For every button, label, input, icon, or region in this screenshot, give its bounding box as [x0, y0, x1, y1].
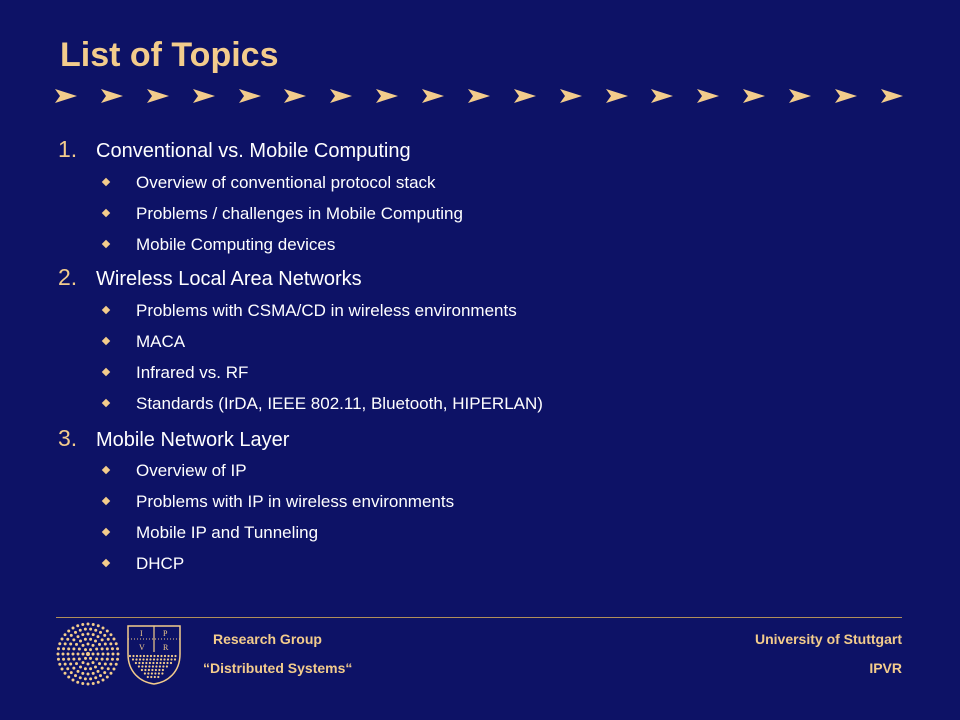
diamond-bullet-icon — [102, 466, 110, 474]
list-item-label: Problems with CSMA/CD in wireless environments — [136, 301, 517, 320]
list-item-label: Mobile Computing devices — [136, 235, 336, 254]
list-item — [100, 363, 248, 383]
topic-label: Conventional vs. Mobile Computing — [96, 140, 411, 162]
list-item-label: Problems with IP in wireless environments — [136, 492, 455, 511]
list-item — [100, 332, 185, 352]
list-item — [100, 235, 335, 255]
topic-label: Mobile Network Layer — [96, 429, 290, 451]
ipvr-letter: I — [140, 629, 143, 638]
diamond-bullet-icon — [102, 306, 110, 314]
diamond-bullet-icon — [102, 337, 110, 345]
list-item-label: Overview of IP — [136, 461, 247, 480]
footer-university: University of Stuttgart — [754, 631, 902, 647]
list-item — [100, 461, 247, 481]
footer-distributed-systems: “Distributed Systems“ — [203, 660, 353, 676]
list-item — [100, 554, 184, 574]
footer-divider — [56, 617, 902, 618]
diamond-bullet-icon — [102, 178, 110, 186]
diamond-bullet-icon — [102, 209, 110, 217]
topic-2 — [58, 265, 362, 291]
list-item — [100, 394, 543, 414]
list-item — [100, 204, 463, 224]
list-item-label: Problems / challenges in Mobile Computing — [136, 204, 463, 223]
topic-3 — [58, 426, 289, 452]
diamond-bullet-icon — [102, 368, 110, 376]
list-item — [100, 301, 517, 321]
topic-number: 1. — [58, 136, 78, 162]
ipvr-letter: P — [163, 629, 168, 638]
slide-title: List of Topics — [60, 36, 279, 74]
list-item-label: Standards (IrDA, IEEE 802.11, Bluetooth, HIPERLAN) — [136, 394, 543, 413]
diamond-bullet-icon — [102, 240, 110, 248]
diamond-bullet-icon — [102, 497, 110, 505]
footer-research-group: Research Group — [213, 631, 322, 647]
diamond-bullet-icon — [102, 399, 110, 407]
diamond-bullet-icon — [102, 528, 110, 536]
topic-number: 3. — [58, 425, 78, 451]
list-item-label: Overview of conventional protocol stack — [136, 173, 436, 192]
footer-ipvr: IPVR — [869, 660, 902, 676]
topic-number: 2. — [58, 264, 78, 290]
list-item-label: Infrared vs. RF — [136, 363, 249, 382]
ipvr-letter: R — [163, 643, 169, 652]
topic-label: Wireless Local Area Networks — [96, 268, 362, 290]
list-item-label: DHCP — [136, 554, 185, 573]
list-item — [100, 492, 454, 512]
list-item — [100, 173, 436, 193]
diamond-bullet-icon — [102, 559, 110, 567]
ipvr-letter: V — [139, 643, 145, 652]
ipvr-shield-logo — [124, 624, 184, 686]
list-item-label: Mobile IP and Tunneling — [136, 523, 319, 542]
topic-1 — [58, 137, 411, 163]
university-dots-logo — [56, 622, 120, 686]
list-item-label: MACA — [136, 332, 186, 351]
list-item — [100, 523, 318, 543]
